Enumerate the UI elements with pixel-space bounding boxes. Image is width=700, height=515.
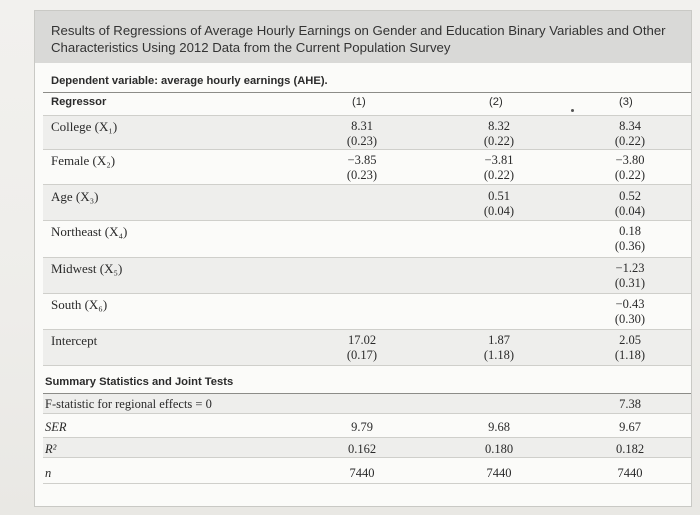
summary-label-fstat: F-statistic for regional effects = 0 [45, 397, 212, 411]
coef-age-col2: 0.51 (0.04) [483, 189, 515, 218]
column-3-header: (3) [619, 96, 633, 108]
dependent-variable-note: Dependent variable: average hourly earnings (AHE). [51, 75, 328, 87]
coef-college-col3: 8.34 (0.22) [614, 119, 646, 148]
row-label-intercept: Intercept [51, 333, 98, 348]
coef-intercept-col3: 2.05 (1.18) [614, 333, 646, 362]
ser-col3: 9.67 [619, 420, 641, 434]
coef-age-col3: 0.52 (0.04) [614, 189, 646, 218]
divider [43, 457, 691, 458]
coef-south-col3: −0.43 (0.30) [614, 297, 646, 326]
coef-northeast-col3: 0.18 (0.36) [614, 224, 646, 253]
row-label-south: South (X₆) [51, 297, 108, 312]
divider [43, 92, 691, 93]
divider [43, 393, 691, 394]
summary-label-r2: R² [45, 442, 57, 456]
summary-heading: Summary Statistics and Joint Tests [45, 376, 234, 388]
fstat-col3: 7.38 [619, 397, 641, 411]
n-col1: 7440 [349, 466, 375, 480]
n-col3: 7440 [617, 466, 643, 480]
coef-intercept-col2: 1.87 (1.18) [483, 333, 515, 362]
divider [43, 329, 691, 330]
coef-female-col3: −3.80 (0.22) [614, 153, 646, 182]
divider [43, 293, 691, 294]
r2-col3: 0.182 [615, 442, 645, 456]
divider [43, 220, 691, 221]
coef-female-col2: −3.81 (0.22) [483, 153, 515, 182]
divider [43, 365, 691, 366]
table-title: Results of Regressions of Average Hourly Earnings on Gender and Education Binary Variables and Other Characteristics Using 2012 Data from the Current Population Survey [51, 23, 666, 55]
row-label-college: College (X₁) [51, 119, 118, 134]
coef-midwest-col3: −1.23 (0.31) [614, 261, 646, 290]
row-band [43, 184, 691, 220]
summary-label-n: n [45, 466, 52, 480]
divider [43, 115, 691, 116]
row-label-northeast: Northeast (X₄) [51, 224, 128, 239]
stray-mark [571, 109, 574, 112]
summary-label-ser: SER [45, 420, 67, 434]
coef-intercept-col1: 17.02 (0.17) [346, 333, 378, 362]
row-label-midwest: Midwest (X₅) [51, 261, 123, 276]
divider [43, 149, 691, 150]
divider [43, 184, 691, 185]
ser-col1: 9.79 [351, 420, 373, 434]
r2-col2: 0.180 [484, 442, 514, 456]
coef-college-col2: 8.32 (0.22) [483, 119, 515, 148]
divider [43, 257, 691, 258]
row-band [43, 257, 691, 293]
regression-table-card [34, 10, 692, 507]
row-label-age: Age (X₃) [51, 189, 99, 204]
r2-col1: 0.162 [347, 442, 377, 456]
ser-col2: 9.68 [488, 420, 510, 434]
divider [43, 413, 691, 414]
column-2-header: (2) [489, 96, 503, 108]
coef-female-col1: −3.85 (0.23) [346, 153, 378, 182]
row-label-female: Female (X₂) [51, 153, 116, 168]
divider [43, 483, 691, 484]
coef-college-col1: 8.31 (0.23) [346, 119, 378, 148]
n-col2: 7440 [486, 466, 512, 480]
column-1-header: (1) [352, 96, 366, 108]
divider [43, 437, 691, 438]
regressor-header: Regressor [51, 96, 107, 108]
